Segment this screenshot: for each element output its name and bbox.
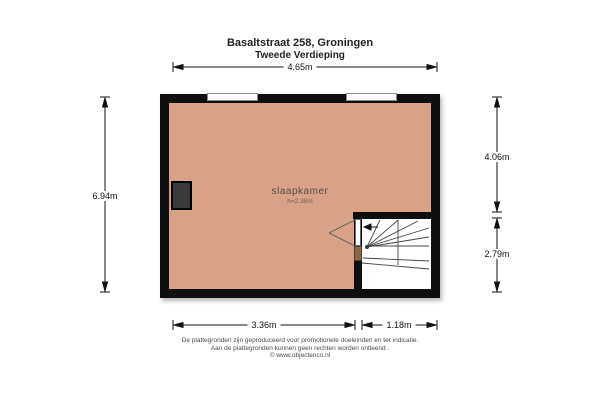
room-height-label: h=2.38m: [287, 198, 313, 205]
stairwell-wall-top: [353, 212, 440, 219]
plan-title: Basaltstraat 258, Groningen: [226, 37, 374, 49]
footer-line-2: Aan de plattegronden kunnen geen rechten worden ontleend .: [210, 344, 390, 352]
title-block: [0, 37, 600, 62]
footer-line-1: De plattegronden zijn geproduceerd voor promotionele doeleinden en ter indicatie.: [181, 337, 419, 344]
plan-subtitle: Tweede Verdieping: [255, 50, 345, 61]
window-icon-top-left: [207, 93, 258, 101]
dim-label-bottom-right: 1.18m: [382, 320, 415, 330]
dim-label-left: 6.94m: [88, 191, 121, 201]
dim-label-bottom-left: 3.36m: [247, 320, 280, 330]
door-icon: [355, 219, 361, 246]
dim-label-right-lower: 2.79m: [480, 249, 513, 259]
footer-line-3: © www.objectenco.nl: [269, 352, 331, 359]
footer-disclaimer: [0, 337, 600, 360]
dim-label-right-upper: 4.06m: [480, 152, 513, 162]
dim-label-top: 4.65m: [283, 62, 316, 72]
room-name-label: slaapkamer: [271, 186, 329, 197]
window-icon-top-right: [346, 93, 397, 101]
stairwell-floor: [362, 219, 431, 289]
door-threshold-block: [354, 246, 362, 261]
